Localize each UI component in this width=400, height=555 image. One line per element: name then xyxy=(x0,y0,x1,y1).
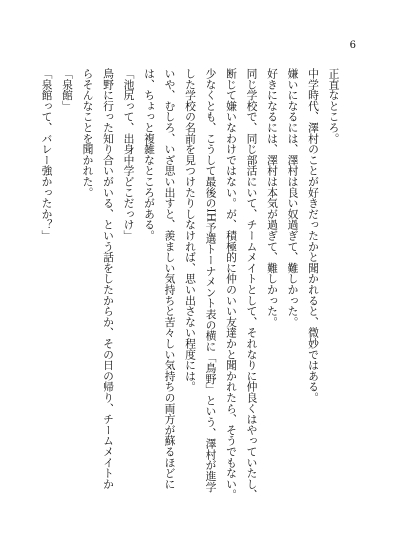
text-line: 少なくとも、こうして最後のIH予選トーナメント表の横に「鳥野」という、澤村が進学 xyxy=(204,68,218,493)
vertical-text-column xyxy=(36,68,344,528)
text-line: 同じ学校で、同じ部活にいて、チームメイトとして、それなりに仲良くはやっていたし、 xyxy=(245,68,259,500)
page-number: 6 xyxy=(349,40,356,51)
text-line: 「泉館」 xyxy=(61,68,74,112)
text-line: 「泉館って、バレー強かったか？」 xyxy=(40,68,54,241)
text-line: は、ちょっと複雑なところがある。 xyxy=(143,68,156,241)
text-line: らそんなことを聞かれた。 xyxy=(81,68,95,198)
text-line: 断じて嫌いなわけではない。が、積極的に仲のいい友達かと聞かれたら、そうでもない。 xyxy=(225,68,238,500)
text-line: 正直なところ。 xyxy=(327,68,341,144)
text-line: した学校の名前を見つけたりしなければ、思い出さない程度には。 xyxy=(184,68,197,392)
text-line: 鳥野に行った知り合いがいる、という話をしたからか、その日の帰り、チームメイトか xyxy=(102,68,115,490)
text-line: 好きになるには、澤村は本気が過ぎて、難しかった。 xyxy=(266,68,279,328)
text-line: 「池尻って、出身中学どこだっけ」 xyxy=(122,68,136,241)
text-line: いや、むしろ、いざ思い出すと、羨ましい気持ちと苦々しい気持ちの両方が蘇るほどに xyxy=(163,68,177,490)
body-text xyxy=(36,68,350,528)
text-line: 中学時代、澤村のことが好きだったかと聞かれると、微妙ではある。 xyxy=(307,68,320,403)
text-line: 嫌いになるには、澤村は良い奴過ぎて、難しかった。 xyxy=(286,68,300,328)
